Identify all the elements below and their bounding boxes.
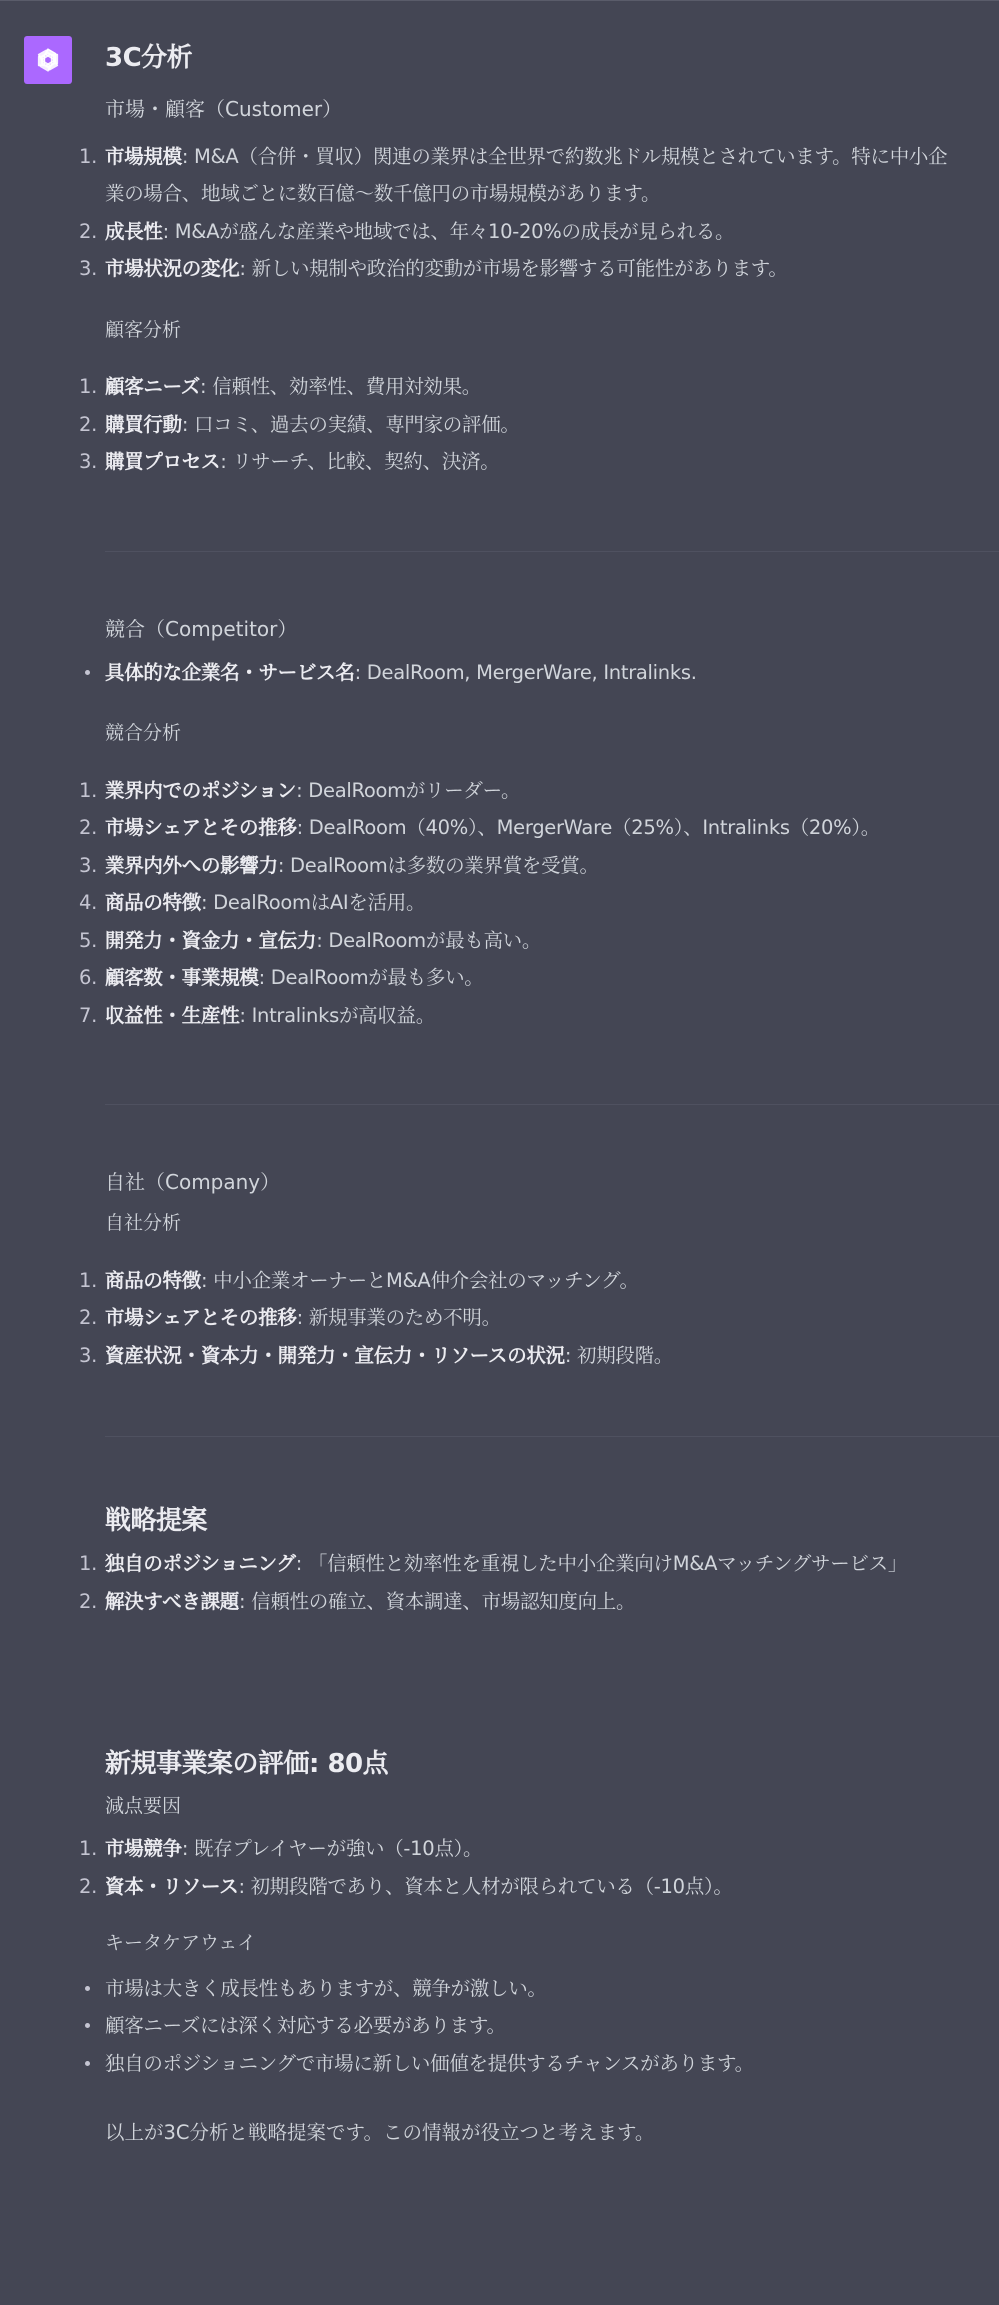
- item-term: 市場規模: [105, 144, 182, 168]
- list-item: [78, 250, 985, 288]
- list-number: 2.: [78, 1306, 97, 1330]
- list-item: [78, 1545, 985, 1583]
- list-item: 顧客ニーズには深く対応する必要があります。: [105, 2007, 985, 2045]
- list-item: 市場は大きく成長性もありますが、競争が激しい。: [105, 1970, 985, 2008]
- company-analysis-title: 自社分析: [105, 1212, 182, 1235]
- item-text: : DealRoomは多数の業界賞を受賞。: [277, 853, 599, 877]
- openai-logo-icon: [33, 45, 63, 75]
- list-item: [78, 213, 985, 251]
- section-divider: [105, 1436, 999, 1437]
- list-number: 7.: [78, 1003, 97, 1027]
- closing-text: 以上が3C分析と戦略提案です。この情報が役立つと考えます。: [105, 2121, 655, 2145]
- list-number: 4.: [78, 891, 97, 915]
- market-list: [78, 138, 985, 288]
- item-term: 顧客ニーズ: [105, 375, 201, 399]
- list-item: [78, 1299, 985, 1337]
- customer-analysis-title: 顧客分析: [105, 318, 182, 341]
- item-text: : 信頼性、効率性、費用対効果。: [200, 375, 481, 399]
- item-term: 業界内でのポジション: [105, 778, 297, 802]
- list-number: 1.: [78, 1837, 97, 1861]
- list-number: 1.: [78, 1552, 97, 1576]
- list-item: [78, 1583, 985, 1621]
- competitor-bullet-list: [105, 654, 985, 692]
- list-item: [78, 406, 985, 444]
- item-term: 解決すべき課題: [105, 1589, 240, 1613]
- item-text: : 初期段階であり、資本と人材が限られている（-10点）。: [238, 1874, 733, 1898]
- item-term: 資本・リソース: [105, 1874, 239, 1898]
- item-text: : 中小企業オーナーとM&A仲介会社のマッチング。: [201, 1268, 639, 1292]
- top-divider: [0, 0, 999, 1]
- assistant-message: [78, 42, 985, 2167]
- evaluation-title: 新規事業案の評価: 80点: [105, 1749, 389, 1780]
- list-item: [78, 772, 985, 810]
- item-term: 商品の特徴: [105, 1268, 202, 1292]
- section-divider: [105, 1104, 999, 1105]
- item-term: 購買行動: [105, 412, 182, 436]
- item-term: 市場シェアとその推移: [105, 816, 297, 840]
- competitor-analysis-title: 競合分析: [105, 722, 182, 745]
- customer-subtitle: 市場・顧客（Customer）: [105, 96, 343, 121]
- list-item: [78, 809, 985, 847]
- list-item: [78, 1262, 985, 1300]
- item-text: : 口コミ、過去の実績、専門家の評価。: [181, 412, 520, 436]
- item-text: : M&A（合併・買収）関連の業界は全世界で約数兆ドル規模とされています。特に中小企: [181, 144, 948, 168]
- strategy-title: 戦略提案: [105, 1506, 208, 1537]
- item-term: 独自のポジショニング: [105, 1552, 296, 1576]
- takeaway-list: [105, 1970, 985, 2083]
- takeaway-title: キータケアウェイ: [105, 1932, 257, 1955]
- item-text: : 新規事業のため不明。: [296, 1306, 501, 1330]
- deduction-title: 減点要因: [105, 1794, 182, 1817]
- list-item: 独自のポジショニングで市場に新しい価値を提供するチャンスがあります。: [105, 2045, 985, 2083]
- item-text: : DealRoomはAIを活用。: [201, 891, 426, 915]
- list-item: [78, 368, 985, 406]
- item-text: : DealRoom（40%）、MergerWare（25%）、Intralinks（20%）。: [296, 816, 881, 840]
- company-subtitle: 自社（Company）: [105, 1170, 281, 1195]
- item-term: 市場状況の変化: [105, 257, 240, 281]
- company-analysis-list: [78, 1262, 985, 1375]
- list-number: 5.: [78, 928, 97, 952]
- item-term: 購買プロセス: [105, 450, 221, 474]
- item-term: 具体的な企業名・サービス名: [105, 660, 355, 684]
- strategy-list: [78, 1545, 985, 1620]
- item-text: : 新しい規制や政治的変動が市場を影響する可能性があります。: [239, 257, 788, 281]
- list-number: 2.: [78, 412, 97, 436]
- item-text: : DealRoomが最も多い。: [258, 966, 484, 990]
- item-term: 業界内外への影響力: [105, 853, 278, 877]
- list-item: [78, 1337, 985, 1375]
- list-number: 3.: [78, 853, 97, 877]
- list-item: [78, 922, 985, 960]
- list-item: [78, 138, 985, 213]
- list-number: 2.: [78, 1589, 97, 1613]
- competitor-analysis-list: [78, 772, 985, 1035]
- list-number: 2.: [78, 1874, 97, 1898]
- item-term: 商品の特徴: [105, 891, 202, 915]
- assistant-avatar: [24, 36, 72, 84]
- list-number: 6.: [78, 966, 97, 990]
- list-item: [78, 443, 985, 481]
- item-term: 資産状況・資本力・開発力・宣伝力・リソースの状況: [105, 1343, 565, 1367]
- list-number: 1.: [78, 1268, 97, 1292]
- item-text: : リサーチ、比較、契約、決済。: [220, 450, 500, 474]
- deduction-list: [78, 1830, 985, 1905]
- list-item: [78, 884, 985, 922]
- item-term: 開発力・資金力・宣伝力: [105, 928, 317, 952]
- item-text: : M&Aが盛んな産業や地域では、年々10-20%の成長が見られる。: [162, 219, 735, 243]
- item-text: 業の場合、地域ごとに数百億～数千億円の市場規模があります。: [105, 182, 661, 206]
- competitor-subtitle: 競合（Competitor）: [105, 616, 298, 641]
- list-number: 3.: [78, 1343, 97, 1367]
- item-text: : 既存プレイヤーが強い（-10点）。: [181, 1837, 483, 1861]
- section-divider: [105, 551, 999, 552]
- item-text: : DealRoomがリーダー。: [296, 778, 521, 802]
- list-item: [78, 1868, 985, 1906]
- list-item: [78, 997, 985, 1035]
- item-term: 市場シェアとその推移: [105, 1306, 297, 1330]
- item-term: 市場競争: [105, 1837, 182, 1861]
- item-text: : Intralinksが高収益。: [239, 1003, 435, 1027]
- list-number: 3.: [78, 257, 97, 281]
- item-term: 成長性: [105, 219, 163, 243]
- list-number: 2.: [78, 816, 97, 840]
- list-item: [78, 959, 985, 997]
- item-term: 顧客数・事業規模: [105, 966, 259, 990]
- list-item: [78, 1830, 985, 1868]
- item-text: : DealRoomが最も高い。: [316, 928, 542, 952]
- list-number: 1.: [78, 144, 97, 168]
- section-title-3c: 3C分析: [105, 43, 193, 73]
- item-term: 収益性・生産性: [105, 1003, 240, 1027]
- item-text: : 初期段階。: [564, 1343, 673, 1367]
- list-number: 1.: [78, 375, 97, 399]
- item-text: : 「信頼性と効率性を重視した中小企業向けM&Aマッチングサービス」: [295, 1552, 908, 1576]
- customer-analysis-list: [78, 368, 985, 481]
- list-number: 3.: [78, 450, 97, 474]
- item-text: : DealRoom, MergerWare, Intralinks.: [354, 660, 697, 684]
- list-item: [78, 847, 985, 885]
- list-item: [105, 654, 985, 692]
- item-text: : 信頼性の確立、資本調達、市場認知度向上。: [239, 1589, 636, 1613]
- list-number: 2.: [78, 219, 97, 243]
- list-number: 1.: [78, 778, 97, 802]
